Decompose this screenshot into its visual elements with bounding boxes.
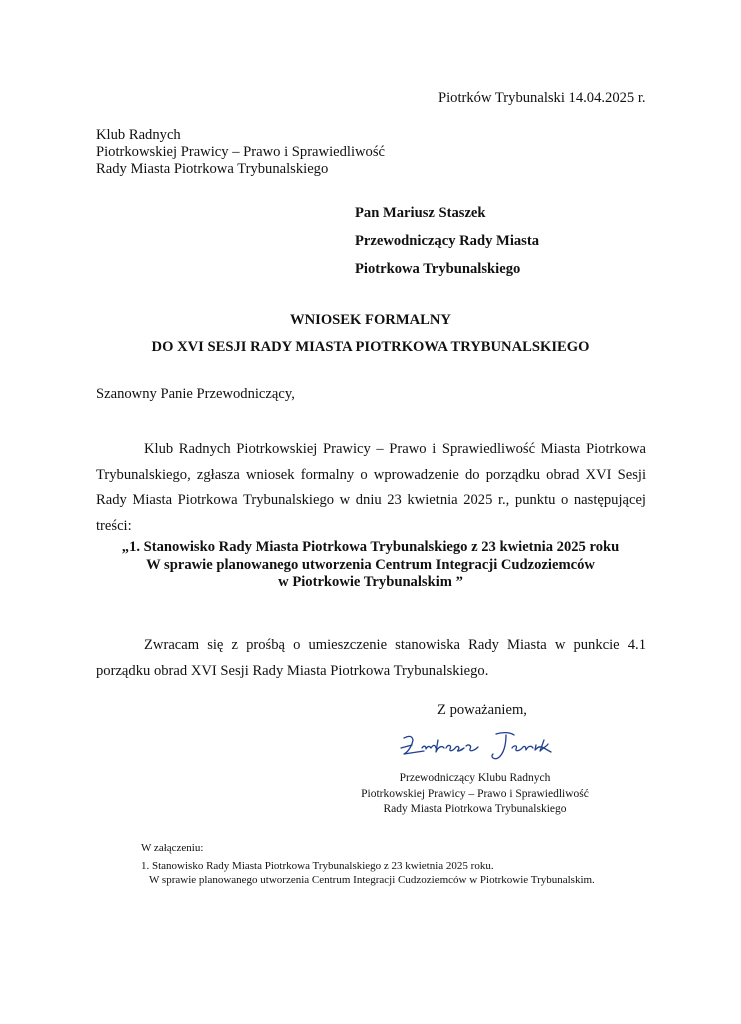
recipient-name: Pan Mariusz Staszek [355,205,486,221]
attachments-list [141,860,595,887]
quote-line: „1. Stanowisko Rady Miasta Piotrkowa Trybunalskiego z 23 kwietnia 2025 roku [121,539,620,555]
quote-line: W sprawie planowanego utworzenia Centrum Integracji Cudzoziemców [146,556,595,573]
recipient-city: Piotrkowa Trybunalskiego [355,261,521,277]
recipient-title: Przewodniczący Rady Miasta [355,233,540,249]
request-paragraph: Zwracam się z prośbą o umieszczenie stanowiska Rady Miasta w punkcie 4.1 porządku obrad XVI Sesji Rady Miasta Piotrkowa Trybunalskiego. [96,637,646,679]
document-title [0,312,741,366]
signer-title: Przewodniczący Klubu Radnych [399,772,551,784]
body-paragraph: Klub Radnych Piotrkowskiej Prawicy – Prawo i Sprawiedliwość Miasta Piotrkowa Trybunalskiego, zgłasza wniosek formalny o wprowadzenie do porządku obrad XVI Sesji Rady Miasta Piotrkowa Trybunalskiego w dniu 23 kwietnia 2025 r., punktu o następującej treści: [96,441,646,534]
salutation: Szanowny Panie Przewodniczący, [96,386,295,402]
signer-club: Piotrkowskiej Prawicy – Prawo i Sprawiedliwość [361,787,589,800]
title-line: WNIOSEK FORMALNY [290,312,451,328]
signer-council: Rady Miasta Piotrkowa Trybunalskiego [383,803,567,815]
attachment-item-continuation: W sprawie planowanego utworzenia Centrum Integracji Cudzoziemców w Piotrkowie Trybunalskim. [149,873,595,886]
sender-block [96,127,385,178]
date-line: Piotrków Trybunalski 14.04.2025 r. [438,90,646,106]
quote-line: w Piotrkowie Trybunalskim ” [278,574,463,590]
attachment-item: 1. Stanowisko Rady Miasta Piotrkowa Trybunalskiego z 23 kwietnia 2025 roku. [141,860,494,872]
attachments-label: W załączeniu: [141,842,204,854]
closing: Z poważaniem, [437,702,527,718]
handwritten-signature [398,726,563,766]
sender-line: Rady Miasta Piotrkowa Trybunalskiego [96,161,329,177]
sender-line: Klub Radnych [96,127,181,143]
quoted-item [0,539,741,592]
request-section [96,633,646,684]
body-section [96,437,646,539]
title-line: DO XVI SESJI RADY MIASTA PIOTRKOWA TRYBUNALSKIEGO [151,339,590,355]
sender-line: Piotrkowskiej Prawicy – Prawo i Sprawiedliwość [96,144,386,160]
signature-block [350,771,600,818]
recipient-block [355,205,539,289]
